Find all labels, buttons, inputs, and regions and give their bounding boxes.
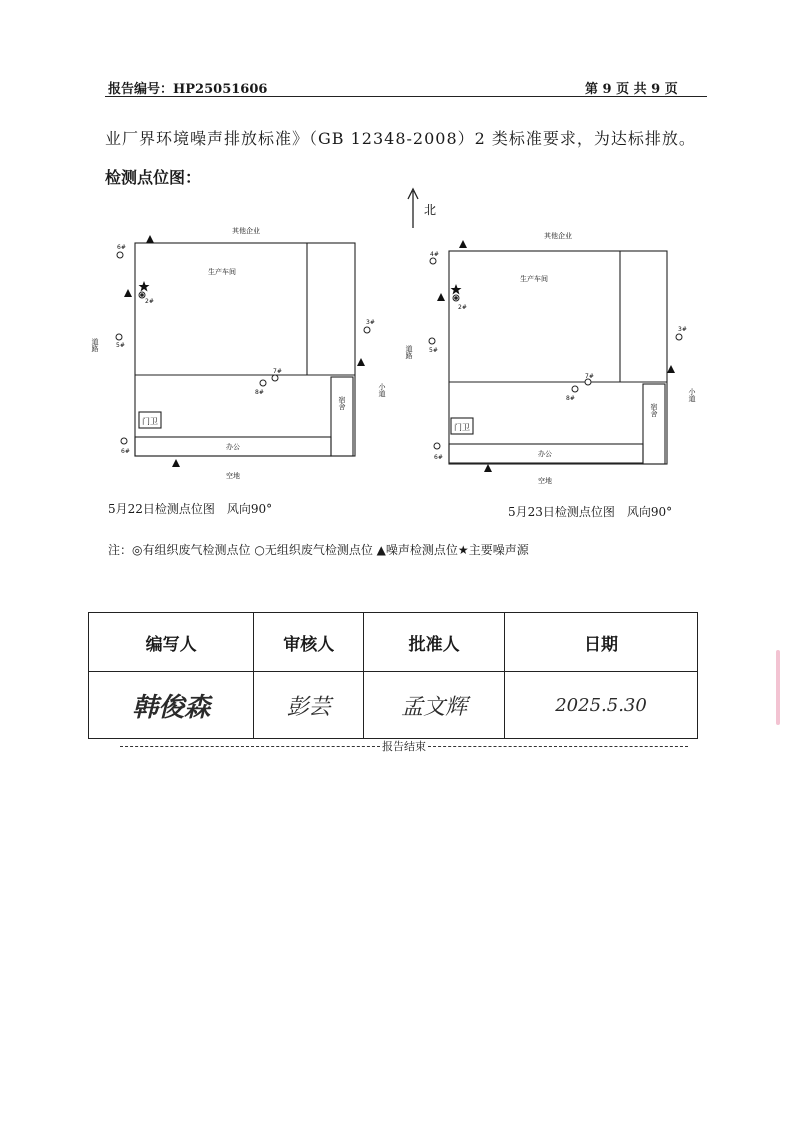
site-boundary bbox=[135, 243, 355, 456]
map-2-caption: 5月23日检测点位图 风向90° bbox=[508, 505, 673, 519]
noise-point-icon bbox=[124, 289, 132, 297]
organized-point-center bbox=[141, 294, 144, 297]
label-gate: 门卫 bbox=[142, 417, 158, 426]
unorganized-icon: ○ bbox=[254, 543, 265, 557]
date-signature: 2025.5.30 bbox=[555, 694, 647, 716]
label-alley: 小道 bbox=[688, 388, 696, 402]
noise-source-star-icon bbox=[139, 281, 150, 292]
label-bottom: 空地 bbox=[538, 477, 552, 485]
signature-table bbox=[88, 612, 698, 739]
unorganized-point bbox=[117, 252, 123, 258]
north-label: 北 bbox=[424, 203, 437, 217]
north-arrow-icon bbox=[408, 189, 418, 228]
approver-signature: 孟文辉 bbox=[401, 694, 468, 720]
label-road: 道路 bbox=[91, 338, 99, 352]
legend-unorganized: 无组织废气检测点位 bbox=[264, 543, 373, 557]
label-workshop: 生产车间 bbox=[520, 275, 548, 283]
label-gate: 门卫 bbox=[454, 423, 470, 432]
unorganized-point bbox=[429, 338, 435, 344]
noise-point-icon bbox=[146, 235, 154, 243]
label-road: 道路 bbox=[405, 345, 413, 359]
label-dorm: 宿舍 bbox=[338, 396, 346, 410]
label-office: 办公 bbox=[538, 450, 552, 458]
signature-author bbox=[89, 672, 254, 739]
label-top: 其他企业 bbox=[544, 232, 572, 240]
map-1 bbox=[135, 243, 355, 456]
point-label: 6# bbox=[117, 244, 126, 251]
point-label: 4# bbox=[430, 251, 439, 258]
signature-date bbox=[505, 672, 698, 739]
legend-prefix: 注： bbox=[108, 543, 133, 557]
legend bbox=[108, 541, 529, 558]
point-label: 6# bbox=[434, 454, 443, 461]
monitoring-point-maps bbox=[0, 0, 793, 530]
legend-source: 主要噪声源 bbox=[468, 543, 529, 557]
label-bottom: 空地 bbox=[226, 472, 240, 480]
label-workshop: 生产车间 bbox=[208, 268, 236, 276]
unorganized-point bbox=[430, 258, 436, 264]
unorganized-point bbox=[272, 375, 278, 381]
label-office: 办公 bbox=[226, 443, 240, 451]
header-date: 日期 bbox=[505, 613, 698, 672]
end-dash-right bbox=[428, 746, 688, 747]
unorganized-point bbox=[121, 438, 127, 444]
unorganized-point bbox=[260, 380, 266, 386]
signature-approver bbox=[364, 672, 505, 739]
noise-source-star-icon bbox=[451, 284, 462, 295]
map-1-caption: 5月22日检测点位图 风向90° bbox=[108, 502, 273, 516]
header-author: 编写人 bbox=[89, 613, 254, 672]
star-icon: ★ bbox=[457, 543, 469, 557]
edge-stamp-mark bbox=[776, 650, 780, 725]
noise-point-icon bbox=[484, 464, 492, 472]
point-label: 8# bbox=[255, 389, 264, 396]
point-label: 7# bbox=[585, 373, 594, 380]
section-title: 检测点位图： bbox=[105, 168, 202, 187]
label-top: 其他企业 bbox=[232, 227, 260, 235]
dorm-building bbox=[643, 384, 665, 464]
report-number: 报告编号：HP25051606 bbox=[108, 82, 268, 97]
organized-icon: ◎ bbox=[132, 543, 143, 557]
point-label: 8# bbox=[566, 395, 575, 402]
point-label: 3# bbox=[678, 326, 687, 333]
header-reviewer: 审核人 bbox=[254, 613, 364, 672]
unorganized-point bbox=[364, 327, 370, 333]
organized-point-center bbox=[455, 297, 458, 300]
label-alley: 小道 bbox=[378, 383, 386, 397]
noise-point-icon bbox=[459, 240, 467, 248]
end-dash-left bbox=[120, 746, 380, 747]
dorm-building bbox=[331, 377, 353, 456]
report-end-text: 报告结束 bbox=[382, 740, 426, 753]
point-label: 5# bbox=[116, 342, 125, 349]
unorganized-point bbox=[434, 443, 440, 449]
noise-point-icon bbox=[667, 365, 675, 373]
point-label: 2# bbox=[145, 298, 154, 305]
point-label: 6# bbox=[121, 448, 130, 455]
unorganized-point bbox=[572, 386, 578, 392]
report-end-line bbox=[120, 738, 688, 754]
unorganized-point bbox=[676, 334, 682, 340]
page-info: 第 9 页 共 9 页 bbox=[585, 82, 678, 97]
label-dorm: 宿舍 bbox=[650, 403, 658, 417]
site-boundary bbox=[449, 251, 667, 464]
standard-conclusion-text: 业厂界环境噪声排放标准》（GB 12348-2008）2 类标准要求，为达标排放。 bbox=[105, 129, 696, 148]
point-label: 5# bbox=[429, 347, 438, 354]
point-label: 3# bbox=[366, 319, 375, 326]
noise-point-icon bbox=[357, 358, 365, 366]
header-approver: 批准人 bbox=[364, 613, 505, 672]
noise-point-icon bbox=[172, 459, 180, 467]
map-2 bbox=[449, 251, 667, 464]
point-label: 7# bbox=[273, 368, 282, 375]
signature-reviewer bbox=[254, 672, 364, 739]
point-label: 2# bbox=[458, 304, 467, 311]
unorganized-point bbox=[116, 334, 122, 340]
legend-organized: 有组织废气检测点位 bbox=[142, 543, 251, 557]
author-signature: 韩俊森 bbox=[132, 692, 211, 723]
noise-icon: ▲ bbox=[376, 543, 386, 557]
reviewer-signature: 彭芸 bbox=[286, 694, 331, 720]
legend-noise: 噪声检测点位 bbox=[385, 543, 458, 557]
noise-point-icon bbox=[437, 293, 445, 301]
